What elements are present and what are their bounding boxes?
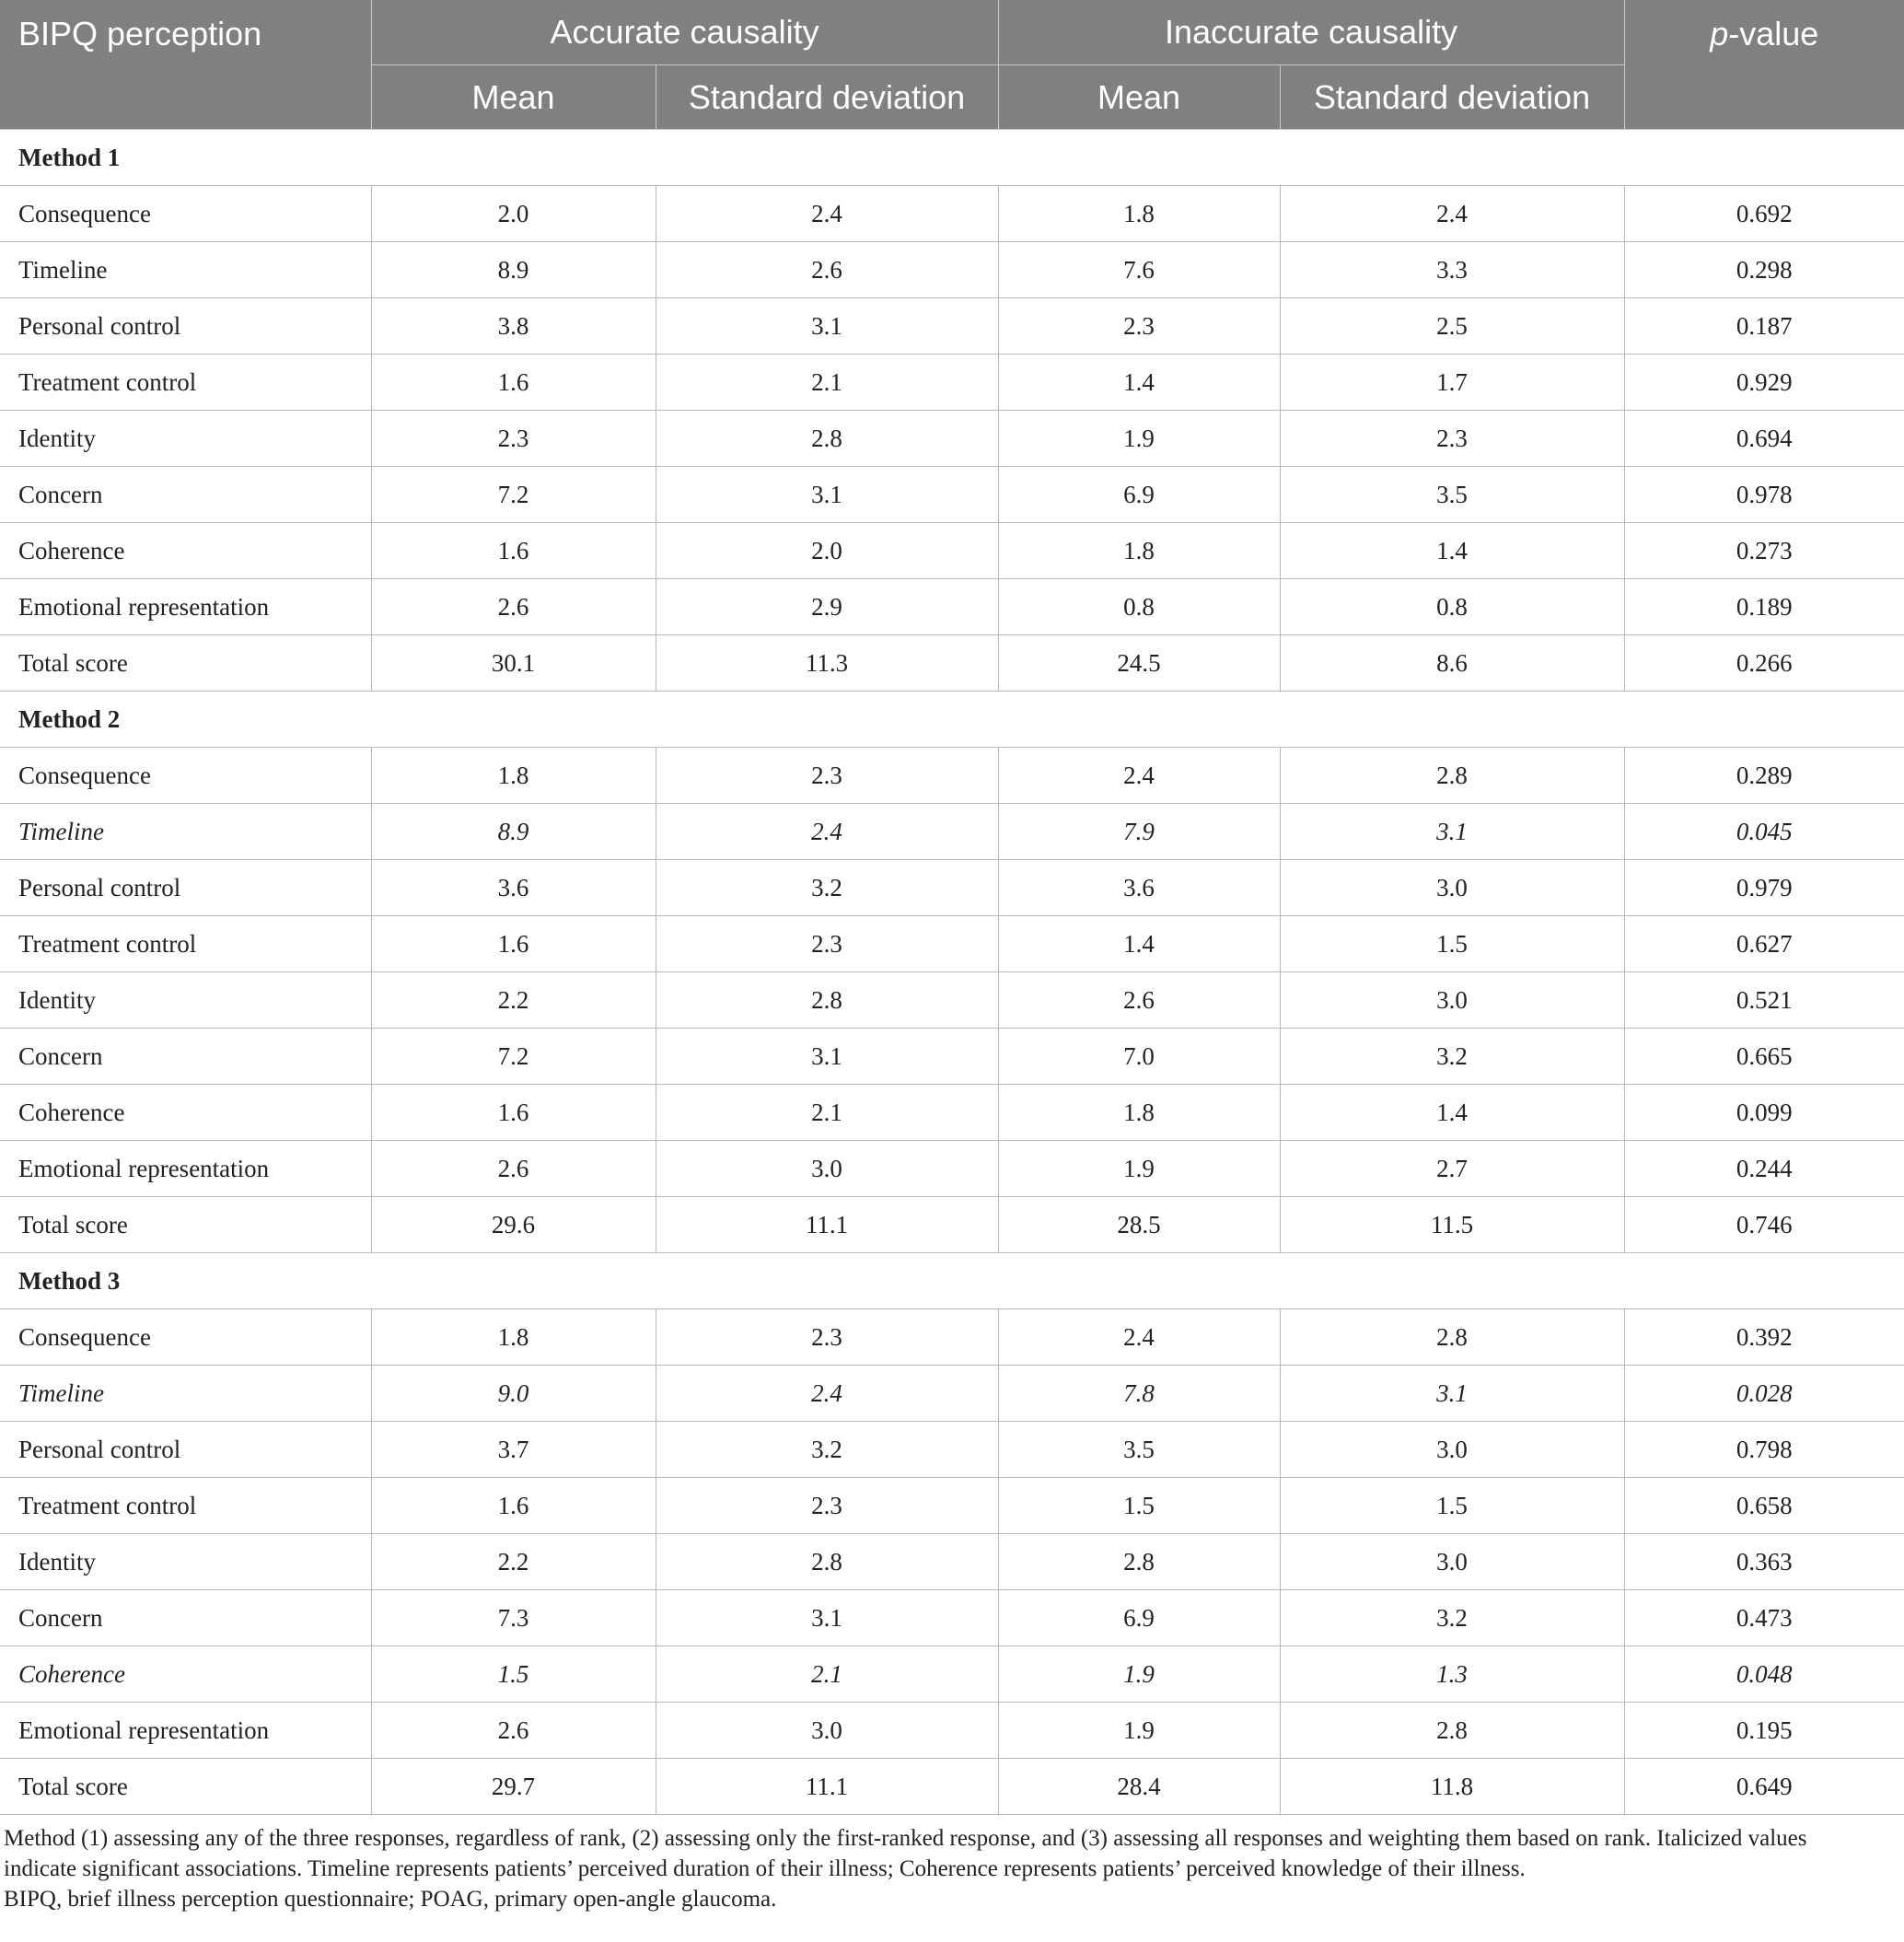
accurate-mean-cell: 2.6 xyxy=(371,579,656,635)
inaccurate-mean-cell: 28.4 xyxy=(998,1759,1280,1815)
accurate-mean-cell: 1.6 xyxy=(371,1085,656,1141)
header-inaccurate-mean: Mean xyxy=(998,65,1280,130)
header-inaccurate-causality: Inaccurate causality xyxy=(998,0,1624,65)
inaccurate-sd-cell: 2.5 xyxy=(1280,298,1624,355)
accurate-sd-cell: 2.6 xyxy=(656,242,998,298)
row-label: Coherence xyxy=(0,1085,371,1141)
accurate-sd-cell: 2.9 xyxy=(656,579,998,635)
inaccurate-mean-cell: 1.8 xyxy=(998,1085,1280,1141)
accurate-mean-cell: 8.9 xyxy=(371,242,656,298)
p-value-cell: 0.099 xyxy=(1624,1085,1904,1141)
p-value-cell: 0.746 xyxy=(1624,1197,1904,1253)
header-accurate-causality: Accurate causality xyxy=(371,0,998,65)
table-row xyxy=(0,1197,1904,1253)
row-label: Consequence xyxy=(0,186,371,242)
accurate-sd-cell: 2.3 xyxy=(656,1478,998,1534)
row-label: Total score xyxy=(0,1197,371,1253)
table-row xyxy=(0,467,1904,523)
table-row xyxy=(0,1366,1904,1422)
accurate-sd-cell: 3.0 xyxy=(656,1141,998,1197)
section-title: Method 2 xyxy=(0,692,1904,748)
header-inaccurate-sd: Standard deviation xyxy=(1280,65,1624,130)
p-value-cell: 0.028 xyxy=(1624,1366,1904,1422)
inaccurate-sd-cell: 3.3 xyxy=(1280,242,1624,298)
inaccurate-sd-cell: 0.8 xyxy=(1280,579,1624,635)
footnote-methods: Method (1) assessing any of the three responses, regardless of rank, (2) assessing only the first-ranked response, and (3) assessing all responses and weighting them based on rank. Italicized values indicate significant associations. Timeline represents patients’ perceived duration of their illness; Coherence represents patients’ perceived knowledge of their illness. xyxy=(4,1826,1807,1881)
p-value-cell: 0.392 xyxy=(1624,1309,1904,1366)
accurate-mean-cell: 29.7 xyxy=(371,1759,656,1815)
row-label: Identity xyxy=(0,1534,371,1590)
row-label: Total score xyxy=(0,1759,371,1815)
inaccurate-mean-cell: 24.5 xyxy=(998,635,1280,692)
inaccurate-mean-cell: 0.8 xyxy=(998,579,1280,635)
inaccurate-mean-cell: 1.5 xyxy=(998,1478,1280,1534)
accurate-sd-cell: 2.8 xyxy=(656,972,998,1029)
inaccurate-mean-cell: 2.3 xyxy=(998,298,1280,355)
row-label: Treatment control xyxy=(0,1478,371,1534)
p-value-cell: 0.266 xyxy=(1624,635,1904,692)
row-label: Personal control xyxy=(0,1422,371,1478)
inaccurate-mean-cell: 2.8 xyxy=(998,1534,1280,1590)
table-row xyxy=(0,523,1904,579)
header-p-suffix: -value xyxy=(1728,15,1819,52)
accurate-mean-cell: 1.6 xyxy=(371,523,656,579)
inaccurate-sd-cell: 11.5 xyxy=(1280,1197,1624,1253)
table-row xyxy=(0,1703,1904,1759)
inaccurate-sd-cell: 3.1 xyxy=(1280,1366,1624,1422)
section-title: Method 3 xyxy=(0,1253,1904,1309)
table-row xyxy=(0,1534,1904,1590)
p-value-cell: 0.363 xyxy=(1624,1534,1904,1590)
table-row xyxy=(0,972,1904,1029)
accurate-mean-cell: 8.9 xyxy=(371,804,656,860)
table-row xyxy=(0,1309,1904,1366)
inaccurate-sd-cell: 3.0 xyxy=(1280,1534,1624,1590)
accurate-sd-cell: 3.0 xyxy=(656,1703,998,1759)
accurate-sd-cell: 2.8 xyxy=(656,411,998,467)
accurate-mean-cell: 2.3 xyxy=(371,411,656,467)
table-header xyxy=(0,0,1904,130)
inaccurate-sd-cell: 2.4 xyxy=(1280,186,1624,242)
row-label: Personal control xyxy=(0,860,371,916)
accurate-mean-cell: 2.0 xyxy=(371,186,656,242)
p-value-cell: 0.289 xyxy=(1624,748,1904,804)
inaccurate-sd-cell: 3.0 xyxy=(1280,860,1624,916)
inaccurate-sd-cell: 1.4 xyxy=(1280,1085,1624,1141)
row-label: Total score xyxy=(0,635,371,692)
row-label: Coherence xyxy=(0,1646,371,1703)
p-value-cell: 0.045 xyxy=(1624,804,1904,860)
p-value-cell: 0.273 xyxy=(1624,523,1904,579)
table-row xyxy=(0,1478,1904,1534)
p-value-cell: 0.929 xyxy=(1624,355,1904,411)
table-row xyxy=(0,860,1904,916)
inaccurate-mean-cell: 1.8 xyxy=(998,186,1280,242)
table-row xyxy=(0,1029,1904,1085)
table-row xyxy=(0,186,1904,242)
accurate-sd-cell: 11.3 xyxy=(656,635,998,692)
accurate-sd-cell: 2.4 xyxy=(656,804,998,860)
inaccurate-mean-cell: 2.4 xyxy=(998,1309,1280,1366)
section-title: Method 1 xyxy=(0,130,1904,186)
accurate-mean-cell: 2.2 xyxy=(371,1534,656,1590)
accurate-sd-cell: 2.4 xyxy=(656,1366,998,1422)
accurate-sd-cell: 11.1 xyxy=(656,1759,998,1815)
header-p-value xyxy=(1624,0,1904,130)
p-value-cell: 0.692 xyxy=(1624,186,1904,242)
p-value-cell: 0.187 xyxy=(1624,298,1904,355)
table-row xyxy=(0,1085,1904,1141)
accurate-sd-cell: 3.1 xyxy=(656,298,998,355)
inaccurate-sd-cell: 2.7 xyxy=(1280,1141,1624,1197)
inaccurate-sd-cell: 1.3 xyxy=(1280,1646,1624,1703)
inaccurate-mean-cell: 7.8 xyxy=(998,1366,1280,1422)
accurate-mean-cell: 1.6 xyxy=(371,916,656,972)
inaccurate-mean-cell: 2.4 xyxy=(998,748,1280,804)
table-row xyxy=(0,1646,1904,1703)
p-value-cell: 0.979 xyxy=(1624,860,1904,916)
header-accurate-mean: Mean xyxy=(371,65,656,130)
inaccurate-sd-cell: 1.5 xyxy=(1280,1478,1624,1534)
inaccurate-sd-cell: 11.8 xyxy=(1280,1759,1624,1815)
accurate-mean-cell: 1.5 xyxy=(371,1646,656,1703)
inaccurate-sd-cell: 3.2 xyxy=(1280,1029,1624,1085)
inaccurate-sd-cell: 3.2 xyxy=(1280,1590,1624,1646)
accurate-mean-cell: 1.6 xyxy=(371,355,656,411)
table-row xyxy=(0,579,1904,635)
accurate-mean-cell: 30.1 xyxy=(371,635,656,692)
accurate-sd-cell: 2.8 xyxy=(656,1534,998,1590)
accurate-sd-cell: 2.3 xyxy=(656,1309,998,1366)
accurate-sd-cell: 3.2 xyxy=(656,860,998,916)
header-perception: BIPQ perception xyxy=(0,0,371,130)
row-label: Identity xyxy=(0,972,371,1029)
table-row xyxy=(0,411,1904,467)
accurate-mean-cell: 2.2 xyxy=(371,972,656,1029)
p-value-cell: 0.627 xyxy=(1624,916,1904,972)
inaccurate-sd-cell: 2.3 xyxy=(1280,411,1624,467)
row-label: Consequence xyxy=(0,1309,371,1366)
accurate-mean-cell: 7.2 xyxy=(371,467,656,523)
accurate-sd-cell: 2.3 xyxy=(656,748,998,804)
inaccurate-mean-cell: 1.4 xyxy=(998,916,1280,972)
accurate-mean-cell: 7.3 xyxy=(371,1590,656,1646)
inaccurate-mean-cell: 28.5 xyxy=(998,1197,1280,1253)
table-row xyxy=(0,298,1904,355)
row-label: Timeline xyxy=(0,804,371,860)
accurate-sd-cell: 3.2 xyxy=(656,1422,998,1478)
inaccurate-mean-cell: 7.6 xyxy=(998,242,1280,298)
row-label: Treatment control xyxy=(0,916,371,972)
accurate-sd-cell: 3.1 xyxy=(656,467,998,523)
header-accurate-sd: Standard deviation xyxy=(656,65,998,130)
accurate-mean-cell: 1.8 xyxy=(371,748,656,804)
p-value-cell: 0.521 xyxy=(1624,972,1904,1029)
p-value-cell: 0.195 xyxy=(1624,1703,1904,1759)
accurate-sd-cell: 2.0 xyxy=(656,523,998,579)
row-label: Personal control xyxy=(0,298,371,355)
inaccurate-mean-cell: 3.6 xyxy=(998,860,1280,916)
accurate-sd-cell: 2.1 xyxy=(656,355,998,411)
table-body xyxy=(0,130,1904,1815)
inaccurate-mean-cell: 1.9 xyxy=(998,1141,1280,1197)
header-p-italic: p xyxy=(1710,15,1729,52)
p-value-cell: 0.978 xyxy=(1624,467,1904,523)
inaccurate-sd-cell: 3.0 xyxy=(1280,1422,1624,1478)
p-value-cell: 0.649 xyxy=(1624,1759,1904,1815)
row-label: Identity xyxy=(0,411,371,467)
p-value-cell: 0.048 xyxy=(1624,1646,1904,1703)
row-label: Emotional representation xyxy=(0,1703,371,1759)
table-row xyxy=(0,635,1904,692)
row-label: Concern xyxy=(0,1590,371,1646)
section-header-row xyxy=(0,1253,1904,1309)
p-value-cell: 0.665 xyxy=(1624,1029,1904,1085)
section-header-row xyxy=(0,130,1904,186)
accurate-mean-cell: 3.6 xyxy=(371,860,656,916)
accurate-mean-cell: 7.2 xyxy=(371,1029,656,1085)
inaccurate-sd-cell: 3.0 xyxy=(1280,972,1624,1029)
p-value-cell: 0.694 xyxy=(1624,411,1904,467)
inaccurate-sd-cell: 2.8 xyxy=(1280,1703,1624,1759)
accurate-sd-cell: 2.1 xyxy=(656,1646,998,1703)
inaccurate-mean-cell: 1.9 xyxy=(998,1646,1280,1703)
row-label: Emotional representation xyxy=(0,579,371,635)
row-label: Consequence xyxy=(0,748,371,804)
row-label: Concern xyxy=(0,467,371,523)
row-label: Treatment control xyxy=(0,355,371,411)
p-value-cell: 0.298 xyxy=(1624,242,1904,298)
inaccurate-mean-cell: 1.9 xyxy=(998,1703,1280,1759)
inaccurate-mean-cell: 3.5 xyxy=(998,1422,1280,1478)
row-label: Concern xyxy=(0,1029,371,1085)
inaccurate-sd-cell: 1.7 xyxy=(1280,355,1624,411)
inaccurate-sd-cell: 8.6 xyxy=(1280,635,1624,692)
accurate-sd-cell: 2.4 xyxy=(656,186,998,242)
section-header-row xyxy=(0,692,1904,748)
p-value-cell: 0.189 xyxy=(1624,579,1904,635)
table-row xyxy=(0,1141,1904,1197)
accurate-mean-cell: 2.6 xyxy=(371,1141,656,1197)
table-row xyxy=(0,1590,1904,1646)
p-value-cell: 0.473 xyxy=(1624,1590,1904,1646)
row-label: Emotional representation xyxy=(0,1141,371,1197)
accurate-mean-cell: 2.6 xyxy=(371,1703,656,1759)
table-row xyxy=(0,1759,1904,1815)
accurate-mean-cell: 1.6 xyxy=(371,1478,656,1534)
accurate-mean-cell: 9.0 xyxy=(371,1366,656,1422)
accurate-mean-cell: 3.7 xyxy=(371,1422,656,1478)
inaccurate-mean-cell: 1.9 xyxy=(998,411,1280,467)
inaccurate-sd-cell: 3.5 xyxy=(1280,467,1624,523)
row-label: Timeline xyxy=(0,1366,371,1422)
row-label: Timeline xyxy=(0,242,371,298)
inaccurate-mean-cell: 7.9 xyxy=(998,804,1280,860)
table-row xyxy=(0,748,1904,804)
accurate-sd-cell: 2.1 xyxy=(656,1085,998,1141)
p-value-cell: 0.798 xyxy=(1624,1422,1904,1478)
table-row xyxy=(0,355,1904,411)
accurate-mean-cell: 1.8 xyxy=(371,1309,656,1366)
inaccurate-mean-cell: 2.6 xyxy=(998,972,1280,1029)
inaccurate-mean-cell: 7.0 xyxy=(998,1029,1280,1085)
inaccurate-mean-cell: 1.4 xyxy=(998,355,1280,411)
accurate-sd-cell: 3.1 xyxy=(656,1029,998,1085)
table-row xyxy=(0,916,1904,972)
inaccurate-mean-cell: 1.8 xyxy=(998,523,1280,579)
table-row xyxy=(0,1422,1904,1478)
inaccurate-mean-cell: 6.9 xyxy=(998,467,1280,523)
inaccurate-sd-cell: 3.1 xyxy=(1280,804,1624,860)
accurate-sd-cell: 11.1 xyxy=(656,1197,998,1253)
inaccurate-sd-cell: 1.5 xyxy=(1280,916,1624,972)
accurate-sd-cell: 3.1 xyxy=(656,1590,998,1646)
p-value-cell: 0.244 xyxy=(1624,1141,1904,1197)
footnote-abbreviations: BIPQ, brief illness perception questionnaire; POAG, primary open-angle glaucoma. xyxy=(4,1887,777,1912)
inaccurate-sd-cell: 2.8 xyxy=(1280,748,1624,804)
inaccurate-sd-cell: 2.8 xyxy=(1280,1309,1624,1366)
inaccurate-sd-cell: 1.4 xyxy=(1280,523,1624,579)
table-footnotes xyxy=(0,1823,1882,1914)
accurate-mean-cell: 29.6 xyxy=(371,1197,656,1253)
accurate-sd-cell: 2.3 xyxy=(656,916,998,972)
inaccurate-mean-cell: 6.9 xyxy=(998,1590,1280,1646)
p-value-cell: 0.658 xyxy=(1624,1478,1904,1534)
table-row xyxy=(0,804,1904,860)
accurate-mean-cell: 3.8 xyxy=(371,298,656,355)
table-row xyxy=(0,242,1904,298)
row-label: Coherence xyxy=(0,523,371,579)
